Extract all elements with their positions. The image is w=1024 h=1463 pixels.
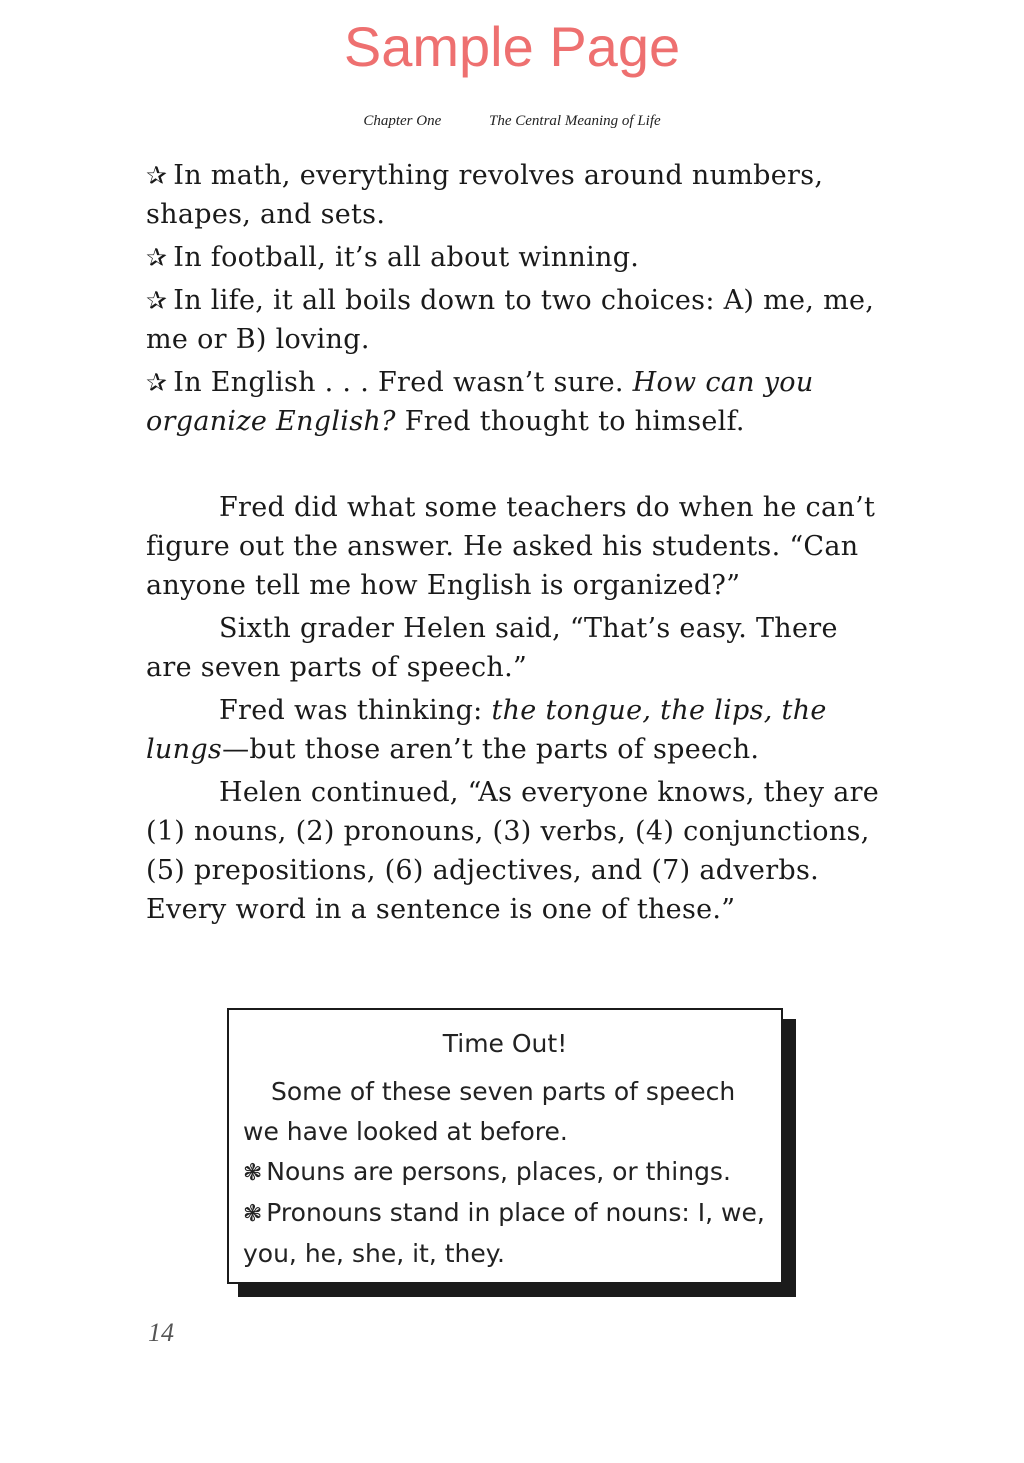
paragraph-text: Fred was thinking: xyxy=(219,695,492,726)
page-number: 14 xyxy=(148,1318,174,1347)
star-icon: ✰ xyxy=(146,368,168,397)
paragraph: Helen continued, “As everyone knows, they are (1) nouns, (2) pronouns, (3) verbs, (4) conjunctions, (5) prepositions, (6) adjectives, and (7) adverbs. Every word in a sentence is one of these.” xyxy=(146,777,880,925)
timeout-item xyxy=(243,1152,767,1193)
timeout-intro: Some of these seven parts of speech we have looked at before. xyxy=(243,1077,736,1146)
bullet-text: In life, it all boils down to two choices: A) me, me, me or B) loving. xyxy=(146,285,875,355)
paragraph-text-end: —but those aren’t the parts of speech. xyxy=(222,734,760,765)
bullet-item xyxy=(146,363,886,441)
timeout-item-text: Nouns are persons, places, or things. xyxy=(266,1157,731,1186)
paragraph: Sixth grader Helen said, “That’s easy. There are seven parts of speech.” xyxy=(146,613,838,683)
sample-page-watermark: Sample Page xyxy=(343,15,681,78)
star-icon: ✰ xyxy=(146,286,168,315)
flower-icon: ❃ xyxy=(243,1201,263,1227)
bullet-text: In football, it’s all about winning. xyxy=(173,242,640,273)
paragraph xyxy=(146,691,886,769)
timeout-item xyxy=(243,1193,767,1274)
bullet-text: In English . . . Fred wasn’t sure. xyxy=(173,367,633,398)
bullet-item xyxy=(146,238,886,277)
bullet-item xyxy=(146,156,886,234)
bullet-italic-text: How can you organize English? xyxy=(146,367,814,437)
paragraph-italic: the tongue, the lips, the lungs xyxy=(146,695,827,765)
timeout-item-text: Pronouns stand in place of nouns: I, we, you, he, she, it, they. xyxy=(243,1198,765,1268)
bullet-list xyxy=(146,156,886,445)
story-text xyxy=(146,488,886,929)
paragraph: Fred did what some teachers do when he can’t figure out the answer. He asked his students. “Can anyone tell me how English is organized?” xyxy=(146,492,876,601)
timeout-title: Time Out! xyxy=(442,1029,568,1058)
star-icon: ✰ xyxy=(146,161,168,190)
bullet-text-end: Fred thought to himself. xyxy=(395,406,745,437)
bullet-text: In math, everything revolves around numbers, shapes, and sets. xyxy=(146,160,824,230)
chapter-label: Chapter One xyxy=(363,113,442,129)
chapter-title: The Central Meaning of Life xyxy=(489,113,661,129)
flower-icon: ❃ xyxy=(243,1160,263,1186)
timeout-box xyxy=(227,1008,783,1284)
running-header xyxy=(0,111,1024,131)
bullet-item xyxy=(146,281,886,359)
star-icon: ✰ xyxy=(146,243,168,272)
